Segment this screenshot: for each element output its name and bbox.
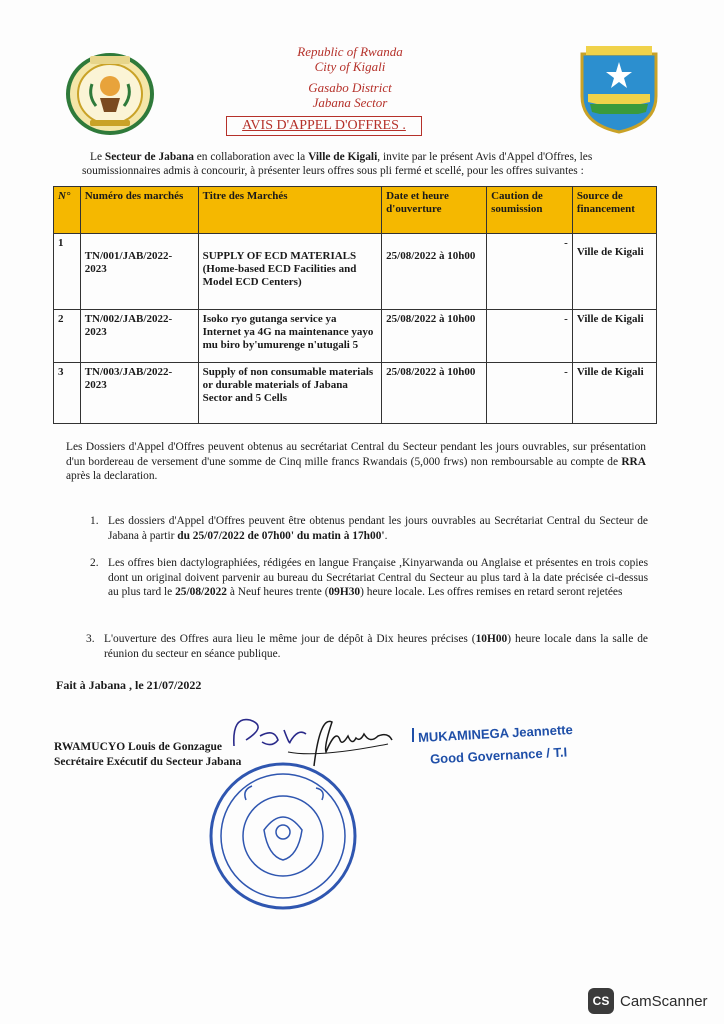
list-text: ) heure locale. Les offres remises en retard seront rejetées [360,586,623,598]
cell-no: 3 [54,363,81,424]
list-item [90,514,648,543]
cell-titre: Isoko ryo gutanga service ya Internet ya 4G na maintenance yayo mu biro by'umurenge n'utugali 5 [198,310,382,363]
date-place-line: Fait à Jabana , le 21/07/2022 [56,678,202,692]
intro-text: en collaboration avec la [193,151,309,163]
list-number: 3. [86,633,95,645]
list-text: . [384,529,388,542]
cell-numero: TN/003/JAB/2022-2023 [80,363,198,424]
offers-table [53,186,657,424]
paragraph-text: après la declaration. [66,470,158,482]
intro-text: Le [90,151,105,163]
list-bold: du 25/07/2022 de 07h00' du matin à 17h00' [177,529,385,542]
list-item [86,632,648,661]
cell-titre: SUPPLY OF ECD MATERIALS (Home-based ECD Facilities and Model ECD Centers) [198,234,382,310]
list-bold: 09H30 [328,586,361,598]
cell-no: 2 [54,310,81,363]
cell-caution: - [487,234,573,310]
cell-caution: - [487,363,573,424]
paragraph-text: Les Dossiers d'Appel d'Offres peuvent obtenus au secrétariat Central du Secteur pendant les jours ouvrables, sur présentation d'un bordereau de versement d'une somme de Cinq mille francs Rwandais (5,000 frws) non remboursable au compte de [66,441,646,468]
cell-source: Ville de Kigali [572,234,656,310]
stamp-line: Good Governance / T.I [429,744,568,767]
cell-date: 25/08/2022 à 10h00 [382,310,487,363]
header-line: Jabana Sector [312,95,388,110]
kigali-city-seal-icon [576,44,662,136]
list-bold: 10H00 [475,633,508,645]
stamp-bar [412,728,414,742]
cell-numero: TN/001/JAB/2022-2023 [80,234,198,310]
cell-source: Ville de Kigali [572,310,656,363]
list-text: L'ouverture des Offres aura lieu le même jour de dépôt à Dix heures précises ( [104,633,476,645]
letterhead [200,44,500,110]
paragraph-bold: RRA [621,455,646,468]
intro-text: , invite par le présent Avis d'Appel d'Offres, les soumissionnaires admis à concourir, à présenter leurs offres sous pli fermé et scellé, pour les offres suivantes : [82,151,593,177]
stamp-line: MUKAMINEGA Jeannette [417,721,574,746]
list-text: ) heure locale dans la salle de réunion du secteur en séance publique. [104,633,648,660]
table-row [54,234,657,310]
list-number: 1. [90,515,99,527]
table-row [54,363,657,424]
signatory-title: Secrétaire Exécutif du Secteur Jabana [54,756,242,768]
camscanner-watermark [588,988,708,1014]
camscanner-label: CamScanner [620,992,708,1010]
cell-date: 25/08/2022 à 10h00 [382,234,487,310]
list-bold: 25/08/2022 [175,586,227,598]
rwanda-coat-of-arms-icon [64,52,156,136]
column-header: Titre des Marchés [198,187,382,234]
list-text: Les dossiers d'Appel d'Offres peuvent être obtenus pendant les jours ouvrables au Secrétariat Central du Secteur de Jabana à partir [108,515,648,542]
cell-caution: - [487,310,573,363]
list-text: à Neuf heures trente ( [226,586,329,598]
cell-source: Ville de Kigali [572,363,656,424]
intro-bold: Ville de Kigali [308,151,378,163]
column-header: Source de financement [572,187,656,234]
header-line: Gasabo District [308,80,392,95]
column-header: N° [54,187,81,234]
header-line: City of Kigali [314,59,386,74]
cell-date: 25/08/2022 à 10h00 [382,363,487,424]
table-row [54,310,657,363]
document-title: AVIS D'APPEL D'OFFRES . [226,116,422,136]
intro-paragraph [82,150,652,178]
column-header: Date et heure d'ouverture [382,187,487,234]
camscanner-logo-icon: CS [588,988,614,1014]
dossiers-paragraph [66,440,646,484]
cell-numero: TN/002/JAB/2022-2023 [80,310,198,363]
table-header-row [54,187,657,234]
name-stamp [412,722,582,768]
intro-bold: Secteur de Jabana [104,151,194,163]
list-text: Les offres bien dactylographiées, rédigées en langue Française ,Kinyarwanda ou Anglaise et présentes en trois copies dont un original doivent parvenir au bureau du Secrétariat Central du Secteur au plus tard à la date précisée ci-dessus au plus tard le [108,557,648,598]
cell-titre: Supply of non consumable materials or durable materials of Jabana Sector and 5 Cells [198,363,382,424]
cell-no: 1 [54,234,81,310]
column-header: Caution de soumission [487,187,573,234]
column-header: Numéro des marchés [80,187,198,234]
list-number: 2. [90,557,99,569]
signatory-name: RWAMUCYO Louis de Gonzague [54,741,222,753]
sector-round-stamp-icon [206,760,360,912]
header-line: Republic of Rwanda [297,44,403,59]
list-item [90,556,648,600]
